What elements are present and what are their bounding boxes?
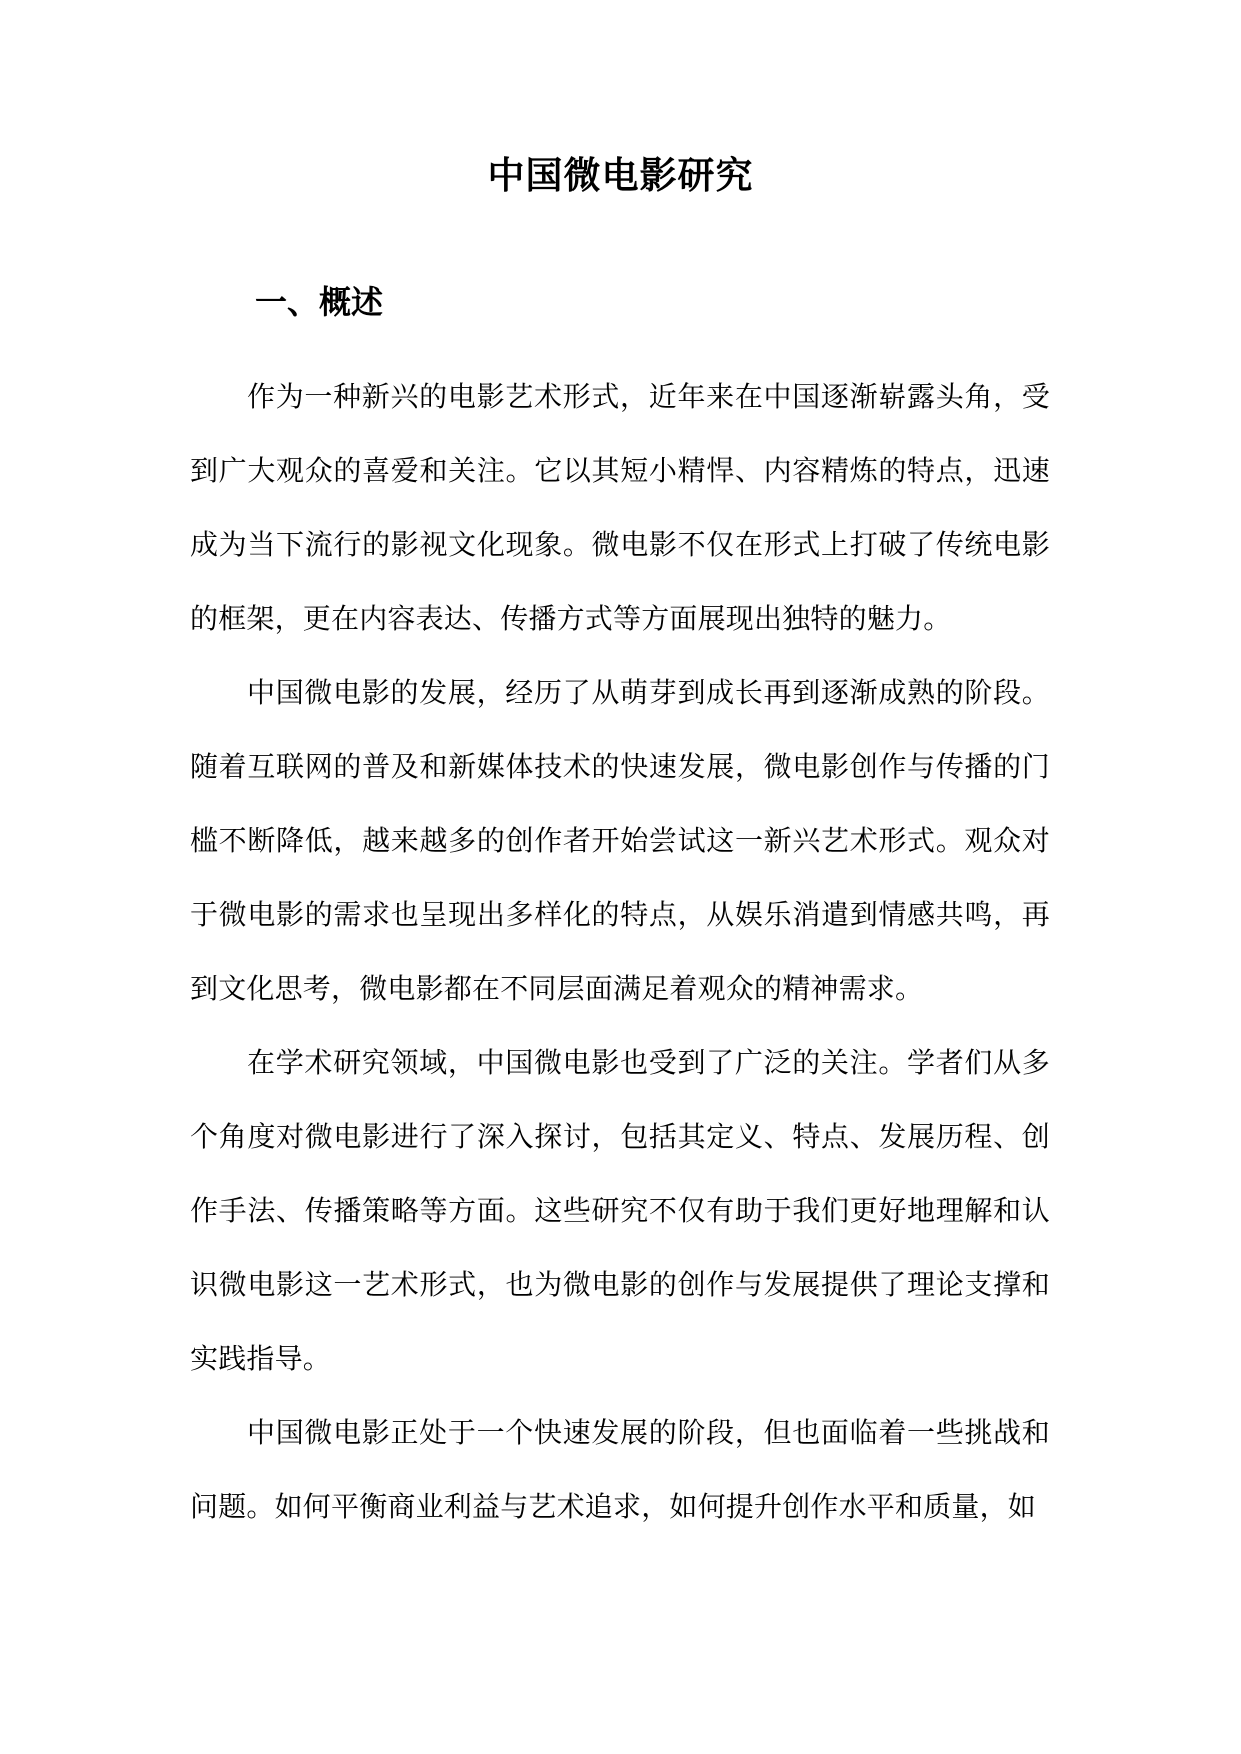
- paragraph: 在学术研究领域，中国微电影也受到了广泛的关注。学者们从多个角度对微电影进行了深入探讨，包括其定义、特点、发展历程、创作手法、传播策略等方面。这些研究不仅有助于我们更好地理解和认识微电影这一艺术形式，也为微电影的创作与发展提供了理论支撑和实践指导。: [190, 1046, 1050, 1375]
- section-body: [190, 360, 1050, 1544]
- document-title: 中国微电影研究: [487, 153, 754, 197]
- section-heading: 一、概述: [255, 283, 384, 321]
- paragraph: 中国微电影正处于一个快速发展的阶段，但也面临着一些挑战和问题。如何平衡商业利益与艺术追求，如何提升创作水平和质量，如: [190, 1416, 1050, 1523]
- paragraph: 作为一种新兴的电影艺术形式，近年来在中国逐渐崭露头角，受到广大观众的喜爱和关注。它以其短小精悍、内容精炼的特点，迅速成为当下流行的影视文化现象。微电影不仅在形式上打破了传统电影的框架，更在内容表达、传播方式等方面展现出独特的魅力。: [190, 380, 1050, 635]
- paragraph: 中国微电影的发展，经历了从萌芽到成长再到逐渐成熟的阶段。随着互联网的普及和新媒体技术的快速发展，微电影创作与传播的门槛不断降低，越来越多的创作者开始尝试这一新兴艺术形式。观众对于微电影的需求也呈现出多样化的特点，从娱乐消遣到情感共鸣，再到文化思考，微电影都在不同层面满足着观众的精神需求。: [190, 676, 1050, 1005]
